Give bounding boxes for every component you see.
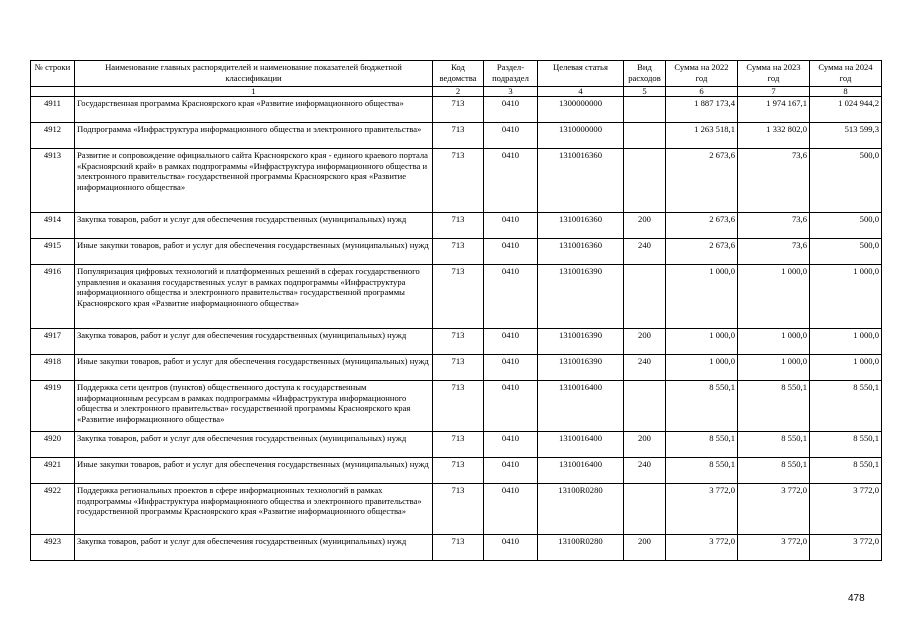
row-target-article: 1310016390: [538, 265, 624, 329]
row-number: 4921: [31, 458, 75, 484]
row-number: 4911: [31, 97, 75, 123]
row-dept-code: 713: [433, 535, 484, 561]
row-name: Закупка товаров, работ и услуг для обеспечения государственных (муниципальных) нужд: [75, 213, 433, 239]
row-name: Поддержка сети центров (пунктов) общественного доступа к государственным информационным ресурсам в рамках подпрограммы «Инфраструктура информационного общества и электронного правительства» государственной программы Красноярского края «Развитие информационного общества»: [75, 381, 433, 432]
row-target-article: 1310016360: [538, 149, 624, 213]
row-number: 4918: [31, 355, 75, 381]
column-number: 7: [738, 87, 810, 97]
row-sum-2023: 73,6: [738, 239, 810, 265]
row-section: 0410: [484, 123, 538, 149]
row-sum-2024: 8 550,1: [810, 432, 882, 458]
table-row: [31, 458, 882, 484]
row-section: 0410: [484, 213, 538, 239]
page-number: 478: [848, 593, 865, 604]
row-number: 4923: [31, 535, 75, 561]
row-sum-2023: 1 000,0: [738, 329, 810, 355]
row-sum-2023: 73,6: [738, 213, 810, 239]
row-dept-code: 713: [433, 432, 484, 458]
row-target-article: 1310000000: [538, 123, 624, 149]
header-sum-2023: Сумма на 2023 год: [738, 61, 810, 87]
row-sum-2022: 1 887 173,4: [666, 97, 738, 123]
row-sum-2023: 8 550,1: [738, 381, 810, 432]
row-section: 0410: [484, 535, 538, 561]
column-number-row: [31, 87, 882, 97]
row-sum-2023: 73,6: [738, 149, 810, 213]
header-sum-2022: Сумма на 2022 год: [666, 61, 738, 87]
row-sum-2022: 8 550,1: [666, 432, 738, 458]
row-sum-2024: 1 000,0: [810, 265, 882, 329]
header-expense-type: Вид расходов: [624, 61, 666, 87]
row-sum-2022: 2 673,6: [666, 213, 738, 239]
column-number: 3: [484, 87, 538, 97]
row-name: Закупка товаров, работ и услуг для обеспечения государственных (муниципальных) нужд: [75, 329, 433, 355]
row-sum-2024: 1 024 944,2: [810, 97, 882, 123]
row-expense-type: 200: [624, 213, 666, 239]
row-target-article: 1300000000: [538, 97, 624, 123]
row-sum-2024: 8 550,1: [810, 381, 882, 432]
row-section: 0410: [484, 355, 538, 381]
row-sum-2024: 1 000,0: [810, 355, 882, 381]
row-dept-code: 713: [433, 213, 484, 239]
column-number: 6: [666, 87, 738, 97]
row-name: Иные закупки товаров, работ и услуг для обеспечения государственных (муниципальных) нужд: [75, 355, 433, 381]
row-sum-2022: 1 000,0: [666, 355, 738, 381]
row-sum-2023: 1 000,0: [738, 265, 810, 329]
row-name: Государственная программа Красноярского края «Развитие информационного общества»: [75, 97, 433, 123]
row-number: 4914: [31, 213, 75, 239]
row-sum-2022: 1 263 518,1: [666, 123, 738, 149]
table-row: [31, 213, 882, 239]
row-sum-2023: 1 000,0: [738, 355, 810, 381]
row-name: Поддержка региональных проектов в сфере информационных технологий в рамках подпрограммы «Инфраструктура информационного общества и электронного правительства» государственной программы Красноярского края «Развитие информационного общества»: [75, 484, 433, 535]
row-sum-2023: 1 974 167,1: [738, 97, 810, 123]
row-sum-2022: 8 550,1: [666, 458, 738, 484]
row-name: Развитие и сопровождение официального сайта Красноярского края - единого краевого портала «Красноярский край» в рамках подпрограммы «Инфраструктура информационного общества и электронного правительства» государственной программы Красноярского края «Развитие информационного общества»: [75, 149, 433, 213]
row-sum-2022: 1 000,0: [666, 265, 738, 329]
row-expense-type: 240: [624, 458, 666, 484]
column-number: 8: [810, 87, 882, 97]
row-expense-type: 240: [624, 355, 666, 381]
row-section: 0410: [484, 265, 538, 329]
row-target-article: 1310016400: [538, 458, 624, 484]
column-number: 1: [75, 87, 433, 97]
row-section: 0410: [484, 239, 538, 265]
row-sum-2022: 3 772,0: [666, 535, 738, 561]
row-sum-2024: 500,0: [810, 149, 882, 213]
header-name: Наименование главных распорядителей и наименование показателей бюджетной классификации: [75, 61, 433, 87]
row-section: 0410: [484, 329, 538, 355]
row-number: 4922: [31, 484, 75, 535]
row-target-article: 1310016400: [538, 381, 624, 432]
row-number: 4917: [31, 329, 75, 355]
row-sum-2023: 8 550,1: [738, 432, 810, 458]
row-section: 0410: [484, 381, 538, 432]
column-number: [31, 87, 75, 97]
row-expense-type: [624, 123, 666, 149]
table-row: [31, 123, 882, 149]
budget-table: [30, 60, 882, 561]
table-row: [31, 265, 882, 329]
row-sum-2023: 3 772,0: [738, 535, 810, 561]
row-dept-code: 713: [433, 149, 484, 213]
row-number: 4919: [31, 381, 75, 432]
row-section: 0410: [484, 484, 538, 535]
row-dept-code: 713: [433, 97, 484, 123]
header-dept-code: Код ведомства: [433, 61, 484, 87]
row-sum-2022: 3 772,0: [666, 484, 738, 535]
row-target-article: 1310016390: [538, 355, 624, 381]
row-target-article: 1310016390: [538, 329, 624, 355]
row-sum-2023: 3 772,0: [738, 484, 810, 535]
row-sum-2024: 513 599,3: [810, 123, 882, 149]
row-sum-2022: 1 000,0: [666, 329, 738, 355]
table-row: [31, 355, 882, 381]
row-number: 4915: [31, 239, 75, 265]
row-section: 0410: [484, 97, 538, 123]
row-target-article: 13100R0280: [538, 484, 624, 535]
row-target-article: 13100R0280: [538, 535, 624, 561]
row-sum-2024: 500,0: [810, 239, 882, 265]
row-number: 4912: [31, 123, 75, 149]
table-row: [31, 329, 882, 355]
table-row: [31, 432, 882, 458]
row-number: 4916: [31, 265, 75, 329]
row-expense-type: 240: [624, 239, 666, 265]
row-target-article: 1310016360: [538, 213, 624, 239]
row-sum-2024: 1 000,0: [810, 329, 882, 355]
header-sum-2024: Сумма на 2024 год: [810, 61, 882, 87]
row-name: Иные закупки товаров, работ и услуг для обеспечения государственных (муниципальных) нужд: [75, 458, 433, 484]
row-sum-2023: 8 550,1: [738, 458, 810, 484]
header-target-article: Целевая статья: [538, 61, 624, 87]
row-sum-2023: 1 332 802,0: [738, 123, 810, 149]
row-sum-2022: 2 673,6: [666, 239, 738, 265]
row-name: Иные закупки товаров, работ и услуг для обеспечения государственных (муниципальных) нужд: [75, 239, 433, 265]
column-number: 2: [433, 87, 484, 97]
table-body: [31, 97, 882, 561]
table-row: [31, 149, 882, 213]
row-name: Закупка товаров, работ и услуг для обеспечения государственных (муниципальных) нужд: [75, 432, 433, 458]
row-name: Популяризация цифровых технологий и платформенных решений в сферах государственного управления и оказания государственных услуг в рамках подпрограммы «Инфраструктура информационного общества и электронного правительства» государственной программы Красноярского края «Развитие информационного общества»: [75, 265, 433, 329]
table-row: [31, 239, 882, 265]
row-expense-type: [624, 381, 666, 432]
table-row: [31, 97, 882, 123]
header-row: [31, 61, 882, 87]
row-dept-code: 713: [433, 381, 484, 432]
row-dept-code: 713: [433, 355, 484, 381]
row-section: 0410: [484, 432, 538, 458]
row-section: 0410: [484, 149, 538, 213]
row-sum-2022: 8 550,1: [666, 381, 738, 432]
row-target-article: 1310016360: [538, 239, 624, 265]
row-expense-type: [624, 265, 666, 329]
row-sum-2024: 3 772,0: [810, 484, 882, 535]
row-expense-type: [624, 149, 666, 213]
row-section: 0410: [484, 458, 538, 484]
row-sum-2024: 3 772,0: [810, 535, 882, 561]
row-number: 4913: [31, 149, 75, 213]
row-name: Закупка товаров, работ и услуг для обеспечения государственных (муниципальных) нужд: [75, 535, 433, 561]
row-dept-code: 713: [433, 458, 484, 484]
row-dept-code: 713: [433, 329, 484, 355]
row-expense-type: 200: [624, 432, 666, 458]
row-dept-code: 713: [433, 484, 484, 535]
header-section: Раздел-подраздел: [484, 61, 538, 87]
row-expense-type: [624, 97, 666, 123]
column-number: 5: [624, 87, 666, 97]
row-target-article: 1310016400: [538, 432, 624, 458]
row-dept-code: 713: [433, 239, 484, 265]
row-name: Подпрограмма «Инфраструктура информационного общества и электронного правительства»: [75, 123, 433, 149]
column-number: 4: [538, 87, 624, 97]
row-expense-type: 200: [624, 329, 666, 355]
row-dept-code: 713: [433, 265, 484, 329]
row-dept-code: 713: [433, 123, 484, 149]
table-row: [31, 381, 882, 432]
table-row: [31, 484, 882, 535]
row-sum-2024: 8 550,1: [810, 458, 882, 484]
row-sum-2022: 2 673,6: [666, 149, 738, 213]
header-row-number: № строки: [31, 61, 75, 87]
row-expense-type: [624, 484, 666, 535]
row-number: 4920: [31, 432, 75, 458]
row-expense-type: 200: [624, 535, 666, 561]
row-sum-2024: 500,0: [810, 213, 882, 239]
table-row: [31, 535, 882, 561]
